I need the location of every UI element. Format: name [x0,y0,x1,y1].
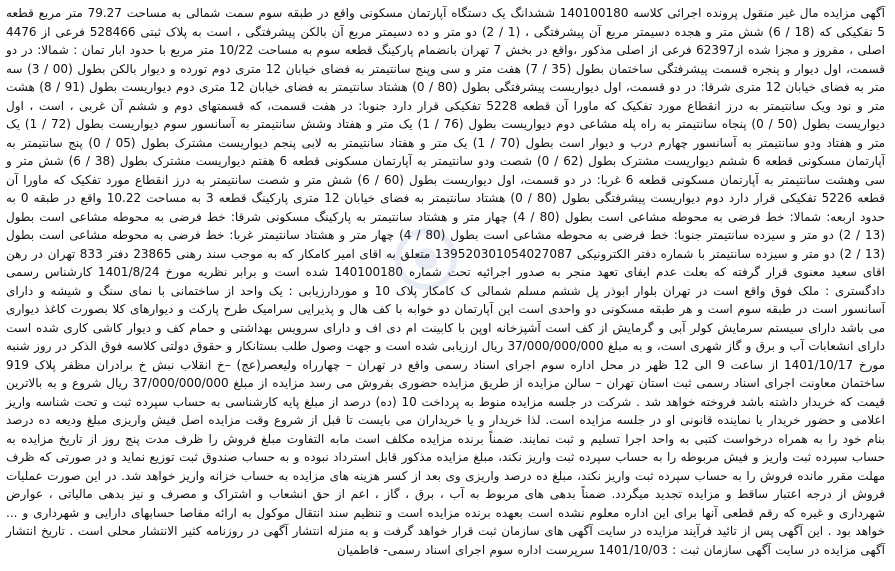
notice-body-text: آگهی مزایده مال غیر منقول پرونده اجرائی کلاسه 140100180 ششدانگ یک دستگاه آپارتمان مسکونی واقع در طبقه سوم سمت شمالی به مساحت 79.27 متر مربع قطعه 5 تفکیکی که (18 / 6) شش متر و هجده دسیمتر مربع آن پیشرفتگی ، (1 / 2) دو متر و ده دسیمتر مربع آن بالکن پیشرفتگی ، است به پلاک ثبتی 528466 فرعی از 4476 اصلی ، مفروز و مجزا شده از62397 فرعی از اصلی مذکور ،واقع در بخش 7 تهران بانضمام پارکینگ قطعه سوم به مساحت 10/22 متر مربع با حدود ابار تمان : شمالا: در دو قسمت، اول دیوار و پنجره قسمت پیشرفتگی ساختمان بطول (35 / 7) هفت متر و سی وپنج سانتیمتر به فضای خیابان 12 متری دوم تورده و دیوار بالکن بطول (00 / 3) سه متر به فضای خیابان 12 متری شرقا: در دو قسمت، اول دیواریست پیشرفتگی بطول (80 / 0) هشتاد سانتیمتر به فضای خیابان 12 متری دوم دیواریست بطول (91 / 8) هشت متر و نود ویک سانتیمتر به درز انقطاع مورد تفکیک که ماورا آن قطعه 5228 تفکیکی قرار دارد جنوبا: در هفت قسمت، که قسمتهای دوم و ششم آن غربی ، است ، اول دیواریست بطول (50 / 0) پنجاه سانتیمتر به راه پله مشاعی دوم دیواریست بطول (76 / 1) یک متر و هفتاد وشش سانتیمتر به آسانسور سوم دیواریست بطول (72 / 1) یک متر و هفتاد ودو سانتیمتر به آسانسور چهارم درب و دیوار است بطول (70 / 1) یک متر و هفتاد سانتیمتر به لابی پنجم دیواریست مشترک بطول (05 / 0) پنج سانتیمتر به آپارتمان مسکونی قطعه 6 ششم دیواریست مشترک بطول (62 / 0) شصت ودو سانتیمتر به آپارتمان مسکونی قطعه 6 هفتم دیواریست مشترک بطول (38 / 6) شش متر و سی وهشت سانتیمتر به آپارتمان مسکونی قطعه 6 غربا: در دو قسمت، اول دیواریست بطول (60 / 6) شش متر و شصت سانتیمتر به درز انقطاع مورد تفکیک که ماورا آن قطعه 5226 تفکیکی قرار دارد دوم دیواریست پیشرفتگی بطول (80 / 0) هشتاد سانتیمتر به فضای خیابان 12 متری پارکینگ قطعه 3 به مساحت 10.22 واقع در طبقه 0 به حدود اربعه: شمالا: خط فرضی به محوطه مشاعی است بطول (80 / 4) چهار متر و هشتاد سانتیمتر به پارکینگ مسکونی شرقا: خط فرضی به محوطه مشاعی است بطول (13 / 2) دو متر و سیزده سانتیمتر جنوبا: خط فرضی به محوطه مشاعی است بطول (80 / 4) چهار متر و هشتاد سانتیمتر غربا: خط فرضی به محوطه مشاعی است بطول (13 / 2) دو متر و سیزده سانتیمتر با شماره دفتر الکترونیکی 139520301054027087 متعلق به اقای امیر کامکار که به موجب سند رهنی 23865 دفتر 833 تهران در رهن اقای سعید معنوی قرار گرفته که بعلت عدم ایفای تعهد منجر به صدور اجرائیه تحت شماره 140100180 شده است و برابر نظریه مورخ 1401/8/24 کارشناس رسمی دادگستری : ملک فوق واقع است در تهران بلوار ابوذر پل ششم مسلم شمالی ک کامکار پلاک 10 و موردارزیابی : یک واحد از ساختمانی با نمای سنگ و شیشه و دارای آسانسور است در طبقه سوم است و هر طبقه مسکونی دو واحدی است این آپارتمان دو خوابه با کف هال و پذیرایی سرامیک طرح پارکت و دیوارهای کلا بصورت کاغذ دیواری می باشد دارای سیستم سرمایش کولر آبی و گرمایش از کف است آشپزخانه اوپن با کابینت ام دی اف و دارای سرویس بهداشتی و حمام کف و دیوار کاشی کاری شده است دارای انشعابات آب و برق و گاز شهری است، و به مبلغ 37/000/000/000 ریال ارزیابی شده است و جهت وصول طلب بستانکار و حقوق دولتی کلاسه فوق الذکر در روز شنبه مورخ 1401/10/17 از ساعت 9 الی 12 ظهر در محل اداره سوم اجرای اسناد رسمی واقع در تهران – چهارراه ولیعصر(عج) –خ انقلاب نبش خ برادران مظفر پلاک 919 ساختمان معاونت اجرای اسناد رسمی ثبت استان تهران – سالن مزایده از طریق مزایده حضوری بفروش می رسد مزایده از مبلغ 37/000/000/000 ریال شروع و به بالاترین قیمت که خریدار داشته باشد فروخته خواهد شد . شرکت در جلسه مزایده منوط به پرداخت 10 (ده) درصد از مبلغ پایه کارشناسی به حساب سپرده ثبت و تحت شناسه واریز اعلامی و حضور خریدار یا نماینده قانونی او در جلسه مزایده است. لذا خریدار و یا خریداران می بایست تا قبل از شروع وقت مزایده اصل فیش واریزی مبلغ ودیعه ده درصد بنام خود را به همراه درخواست کتبی به واحد اجرا تسلیم و ثبت نمایند. ضمناً برنده مزایده مکلف است مابه التفاوت مبلغ فروش را ظرف مدت پنج روز از تاریخ مزایده به حساب سپرده ثبت واریز و فیش مربوطه را به حساب سپرده ثبت واریز نکند، مبلغ مزایده مذکور قابل استرداد نبوده و به حساب صندوق ثبت توزیع نماید و در صورتی که ظرف مهلت مقرر مانده فروش را به حساب سپرده ثبت واریز نکند، مبلغ ده درصد واریزی وی بعد از کسر هزینه های مزایده به حساب خزانه واریز خواهد شد. در این صورت عملیات فروش از درجه اعتبار ساقط و مزایده تجدید میگردد. ضمناً بدهی های مربوط به آب ، برق ، گاز ، اعم از حق انشعاب و اشتراک و مصرف و نیز بدهی مالیاتی ، عوارض شهرداری و غیره که رقم قطعی آنها برای این اداره معلوم نشده است بعهده برنده مزایده است و تنظیم سند انتقال موکول به ارائه مفاصا حسابهای دارایی و شهرداری و ... خواهد بود . این آگهی پس از تائید فرآیند مزایده در سایت آگهی های سازمان ثبت قرار خواهد گرفت و به منزله انتشار آگهی در روزنامه کثیر الانتشار محلی است . تاریخ انتشار آگهی مزایده در سایت آگهی سازمان ثبت : 1401/10/03 سرپرست اداره سوم اجرای اسناد رسمی- فاطمیان [6,6,886,557]
